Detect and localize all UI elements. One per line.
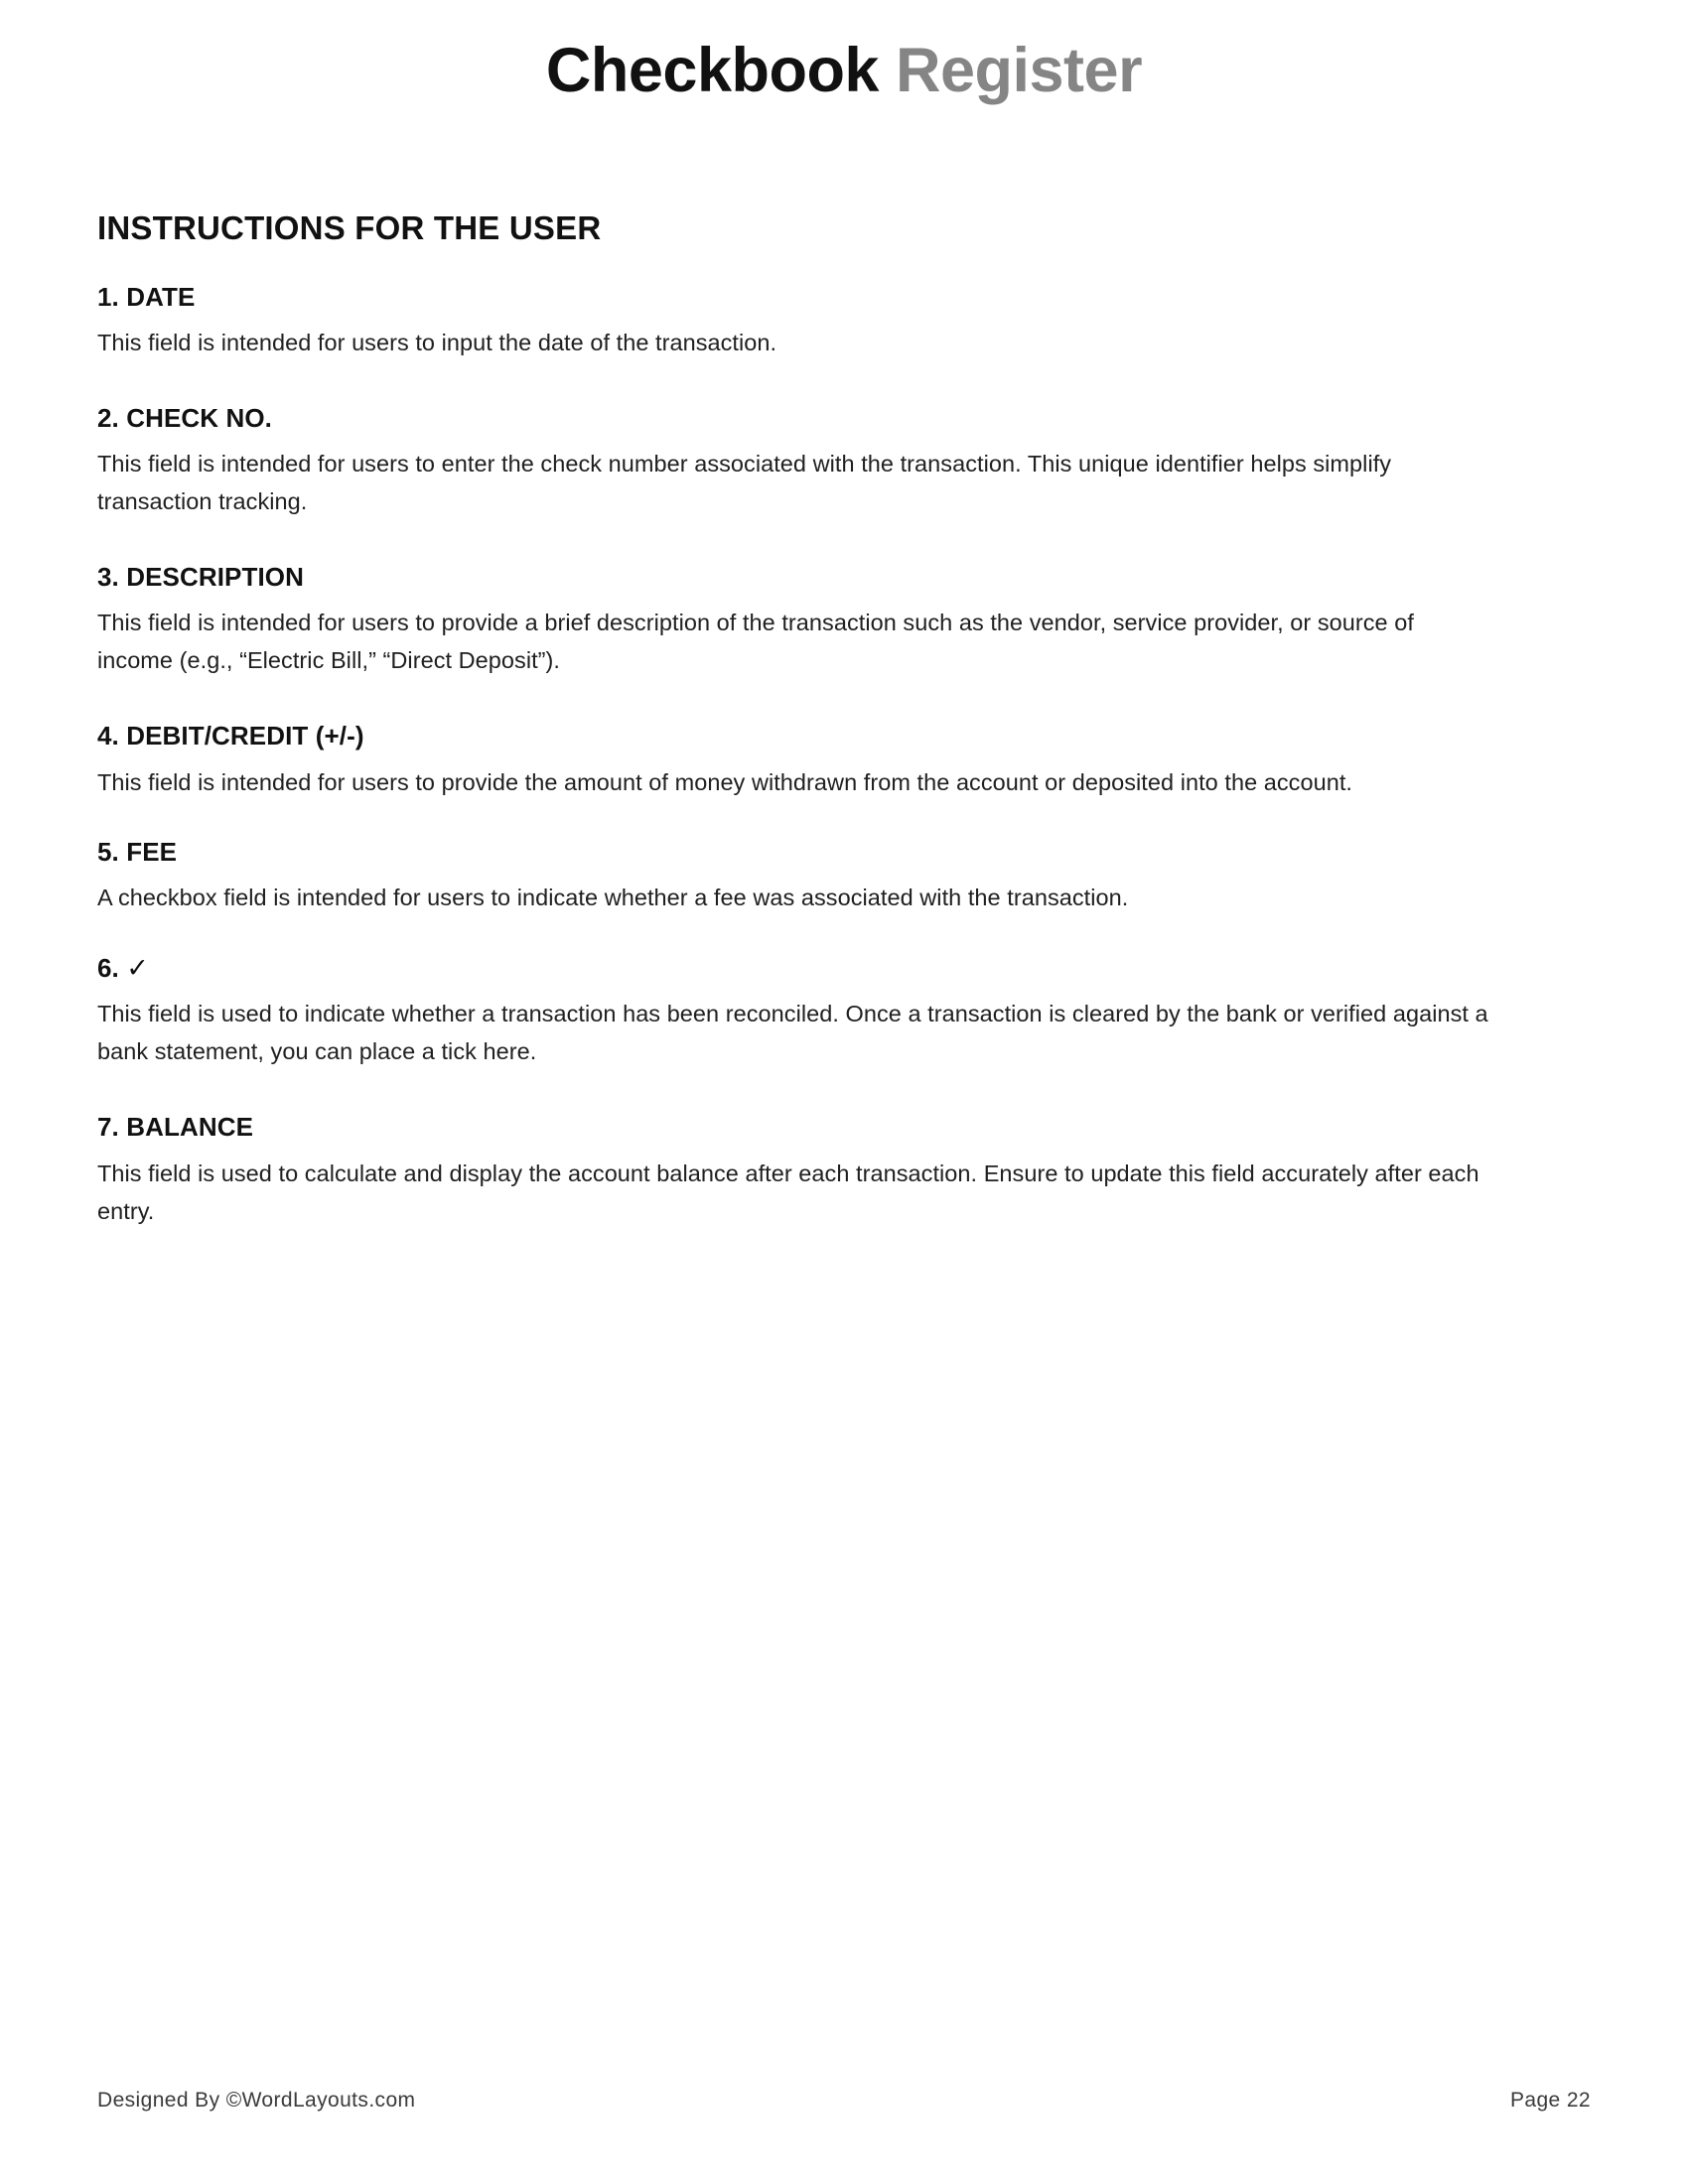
- instruction-item-balance-title: 7. BALANCE: [97, 1112, 254, 1143]
- instructions-content: [97, 208, 1587, 1230]
- footer-credit: Designed By ©WordLayouts.com: [97, 2089, 416, 2112]
- instruction-item-description-title: 3. DESCRIPTION: [97, 562, 304, 593]
- instruction-item-check-no: [97, 403, 1587, 520]
- instruction-item-debit-credit-title: 4. DEBIT/CREDIT (+/-): [97, 721, 364, 751]
- instruction-item-date-body: This field is intended for users to input the date of the transaction.: [97, 329, 777, 355]
- instruction-item-reconciled-number: 6.: [97, 952, 119, 983]
- instruction-item-description: [97, 562, 1587, 679]
- instruction-item-fee-title: 5. FEE: [97, 836, 178, 867]
- instruction-item-debit-credit: [97, 721, 1587, 800]
- instruction-item-reconciled-title: [97, 952, 1587, 984]
- instruction-item-fee: [97, 837, 1587, 916]
- instruction-item-date: [97, 282, 1587, 361]
- instruction-item-check-no-title: 2. CHECK NO.: [97, 402, 273, 433]
- instruction-item-reconciled-body: This field is used to indicate whether a transaction has been reconciled. Once a transaction is cleared by the bank or verified against a bank statement, you can place a tick here.: [97, 1001, 1488, 1065]
- instructions-heading: INSTRUCTIONS FOR THE USER: [97, 209, 602, 246]
- footer-page-number: Page 22: [1509, 2089, 1591, 2112]
- instruction-item-check-no-body: This field is intended for users to enter the check number associated with the transaction. This unique identifier helps simplify transaction tracking.: [97, 451, 1392, 515]
- instruction-item-balance-body: This field is used to calculate and display the account balance after each transaction. Ensure to update this field accurately after each entry.: [97, 1160, 1479, 1224]
- instruction-item-fee-body: A checkbox field is intended for users to indicate whether a fee was associated with the transaction.: [97, 884, 1129, 910]
- page-footer: [97, 2089, 1591, 2113]
- instruction-item-balance: [97, 1112, 1587, 1229]
- page-title: [0, 38, 1688, 103]
- instruction-item-debit-credit-body: This field is intended for users to provide the amount of money withdrawn from the account or deposited into the account.: [97, 768, 1352, 795]
- check-tick-icon: ✓: [126, 952, 149, 983]
- page-title-primary: Checkbook: [545, 36, 879, 105]
- instruction-item-reconciled: [97, 952, 1587, 1071]
- page-title-secondary: Register: [896, 36, 1143, 105]
- instruction-item-date-title: 1. DATE: [97, 281, 196, 312]
- instruction-item-description-body: This field is intended for users to provide a brief description of the transaction such as the vendor, service provider, or source of income (e.g., “Electric Bill,” “Direct Deposit”).: [97, 610, 1414, 674]
